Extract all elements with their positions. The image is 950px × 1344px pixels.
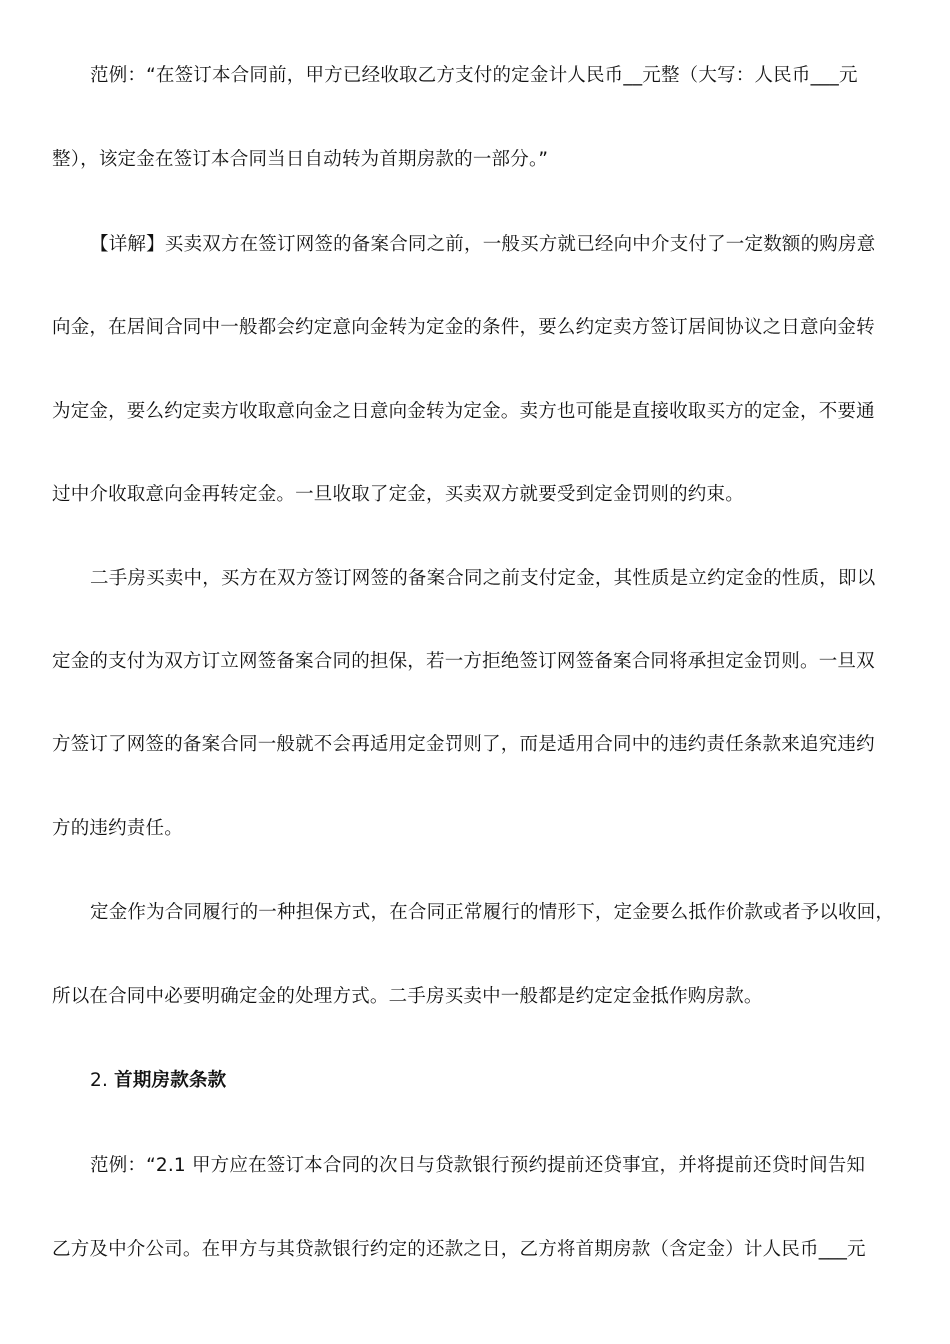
section-number: 2. — [90, 1070, 115, 1091]
paragraph-line: 范例：“2.1 甲方应在签订本合同的次日与贷款银行预约提前还贷事宜，并将提前还贷时间告知 — [90, 1155, 866, 1176]
paragraph-line: 所以在合同中必要明确定金的处理方式。二手房买卖中一般都是约定定金抵作购房款。 — [52, 986, 763, 1007]
paragraph-line: 定金作为合同履行的一种担保方式，在合同正常履行的情形下，定金要么抵作价款或者予以收回， — [90, 902, 895, 923]
paragraph-line: 方签订了网签的备案合同一般就不会再适用定金罚则了，而是适用合同中的违约责任条款来追究违约 — [52, 734, 875, 755]
paragraph-line: 【详解】买卖双方在签订网签的备案合同之前，一般买方就已经向中介支付了一定数额的购房意 — [90, 234, 876, 255]
paragraph-line: 整），该定金在签订本合同当日自动转为首期房款的一部分。” — [52, 149, 549, 170]
paragraph-line: 过中介收取意向金再转定金。一旦收取了定金，买卖双方就要受到定金罚则的约束。 — [52, 484, 744, 505]
paragraph-line: 乙方及中介公司。在甲方与其贷款银行约定的还款之日，乙方将首期房款（含定金）计人民币___元 — [52, 1239, 866, 1260]
paragraph-line: 二手房买卖中，买方在双方签订网签的备案合同之前支付定金，其性质是立约定金的性质，即以 — [90, 568, 876, 589]
paragraph-line: 为定金，要么约定卖方收取意向金之日意向金转为定金。卖方也可能是直接收取买方的定金，不要通 — [52, 401, 875, 422]
paragraph-line: 定金的支付为双方订立网签备案合同的担保，若一方拒绝签订网签备案合同将承担定金罚则。一旦双 — [52, 651, 875, 672]
section-heading — [90, 1068, 902, 1094]
paragraph-line: 向金，在居间合同中一般都会约定意向金转为定金的条件，要么约定卖方签订居间协议之日意向金转 — [52, 317, 875, 338]
section-title: 首期房款条款 — [114, 1070, 227, 1091]
paragraph-line: 范例：“在签订本合同前，甲方已经收取乙方支付的定金计人民币__元整（大写：人民币___元 — [90, 65, 858, 86]
paragraph-line: 方的违约责任。 — [52, 818, 183, 839]
